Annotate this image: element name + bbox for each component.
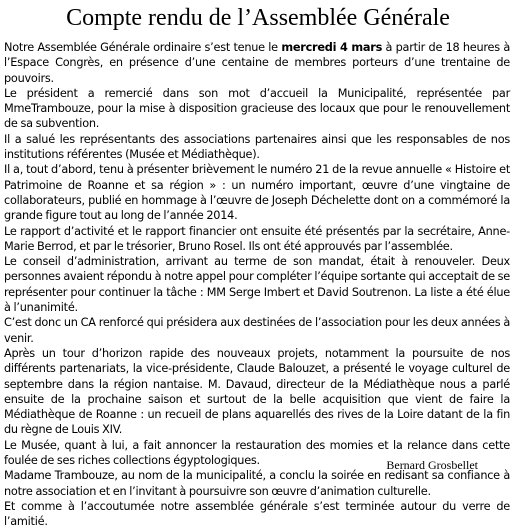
paragraph-thanks: Le président a remercié dans son mot d’accueil la Municipalité, représentée par MmeTrambouze, pour la mise à disposition gracieuse des locaux que pour le renouvellement de sa subvention. [4,86,510,131]
paragraph-municipality: Madame Trambouze, au nom de la municipalité, a conclu la soirée en redisant sa confiance à notre association et en l’invitant à poursuivre son œuvre d’animation culturelle. [4,469,510,498]
paragraph-date [4,40,510,86]
paragraph-projects: Après un tour d’horizon rapide des nouveaux projets, notamment la poursuite de nos différents partenariats, la vice-présidente, Claude Balouzet, a présenté le voyage culturel de septembre dans la région nantaise. M. Davaud, directeur de la Médiathèque nous a parlé ensuite de la prochaine saison et surtout de la belle acquisition que vient de faire la Médiathèque de Roanne : un recueil de plans aquarellés des rives de la Loire datant de la fin du règne de Louis XIV. [4,346,510,437]
paragraph-partners: Il a salué les représentants des associations partenaires ainsi que les responsables de nos institutions référentes (Musée et Médiathèque). [4,132,510,162]
paragraph-museum: Le Musée, quant à lui, a fait annoncer la restauration des momies et la relance dans cette foulée de ses riches collections égyptologiques. [4,438,510,468]
document-title: Compte rendu de l’Assemblée Générale [66,5,450,31]
paragraph-board: Le conseil d’administration, arrivant au terme de son mandat, était à renouveler. Deux personnes avaient répondu à notre appel pour compléter l’équipe sortante qui acceptait de se représenter pour continuer la tâche : MM Serge Imbert et David Soutrenon. La liste a été élue à l’unanimité. [4,255,510,315]
signature: Bernard Grosbellet [386,458,478,472]
paragraph-closing: Et comme à l’accoutumée notre assemblée générale s’est terminée autour du verre de l’amitié. [4,499,510,529]
meeting-date: mercredi 4 mars [281,41,383,54]
paragraph-date-end: à partir de 18 heures à l’Espace Congrès, en présence d’une centaine de membres porteurs d’une trentaine de pouvoirs. [4,41,511,85]
paragraph-ca: C’est donc un CA renforcé qui présidera aux destinées de l’association pour les deux années à venir. [4,316,510,345]
paragraph-review: Il a, tout d’abord, tenu à présenter brièvement le numéro 21 de la revue annuelle « Histoire et Patrimoine de Roanne et sa région » : un numéro important, œuvre d’une vingtaine de collaborateurs, publié en hommage à l’œuvre de Joseph Déchelette dont on a commémoré la grande figure tout au long de l’année 2014. [4,163,510,223]
document-body [4,40,510,530]
paragraph-reports: Le rapport d’activité et le rapport financier ont ensuite été présentés par la secrétaire, Anne-Marie Berrod, et par le trésorier, Bruno Rosel. Ils ont été approuvés par l’assemblée. [4,224,510,253]
paragraph-date-start: Notre Assemblée Générale ordinaire s’est tenue le [4,41,282,54]
